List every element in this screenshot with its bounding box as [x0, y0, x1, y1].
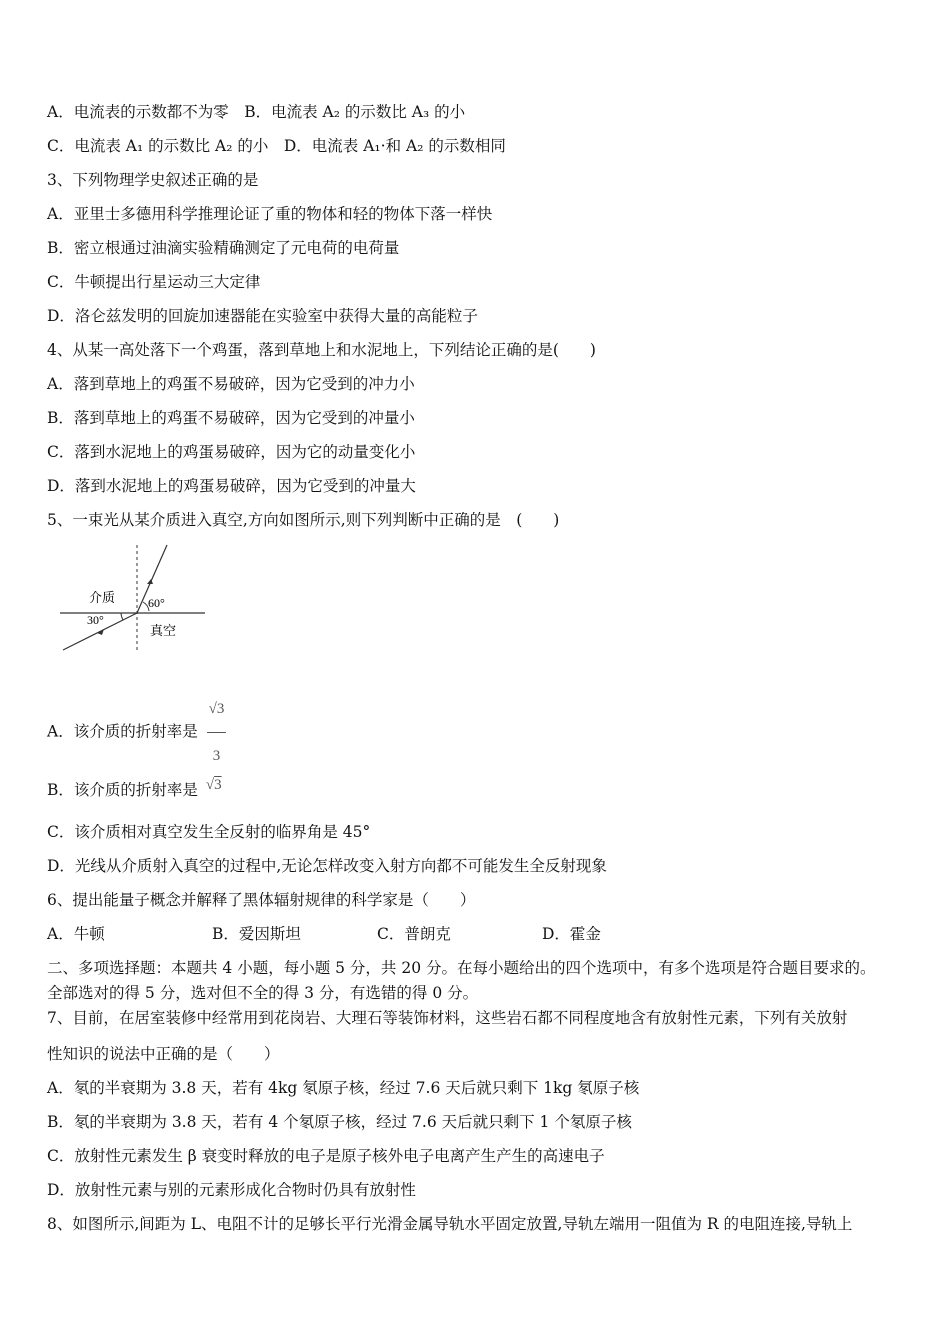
q5-option-d: D．光线从介质射入真空的过程中,无论怎样改变入射方向都不可能发生全反射现象	[47, 857, 607, 875]
q5-option-a-text: A．该介质的折射率是	[47, 722, 198, 741]
q7-stem-line1: 7、目前，在居室装修中经常用到花岗岩、大理石等装饰材料，这些岩石都不同程度地含有放射性元素，下列有关放射	[47, 1009, 848, 1027]
q7-option-a: A．氡的半衰期为 3.8 天，若有 4kg 氡原子核，经过 7.6 天后就只剩下 1kg 氡原子核	[47, 1079, 640, 1097]
q2-options-row-1: A．电流表的示数都不为零 B．电流表 A₂ 的示数比 A₃ 的小	[47, 103, 466, 121]
q7-option-c: C．放射性元素发生 β 衰变时释放的电子是原子核外电子电离产生产生的高速电子	[47, 1147, 605, 1165]
q6-options-row	[47, 924, 601, 944]
q4-stem: 4、从某一高处落下一个鸡蛋，落到草地上和水泥地上，下列结论正确的是( )	[47, 341, 596, 359]
q6-option-b: B．爱因斯坦	[212, 925, 301, 943]
q3-option-c: C．牛顿提出行星运动三大定律	[47, 273, 261, 291]
vacuum-label: 真空	[150, 624, 177, 639]
fraction-numerator: √3	[207, 686, 227, 733]
q8-stem: 8、如图所示,间距为 L、电阻不计的足够长平行光滑金属导轨水平固定放置,导轨左端用一阻值为 R 的电阻连接,导轨上	[47, 1215, 853, 1233]
q7-option-d: D．放射性元素与别的元素形成化合物时仍具有放射性	[47, 1181, 416, 1199]
medium-label: 介质	[89, 591, 116, 606]
section2-header-line1: 二、多项选择题：本题共 4 小题，每小题 5 分，共 20 分。在每小题给出的四个选项中，有多个选项是符合题目要求的。	[47, 959, 876, 977]
q6-option-a: A．牛顿	[47, 925, 105, 943]
q4-option-a: A．落到草地上的鸡蛋不易破碎，因为它受到的冲力小	[47, 375, 415, 393]
refraction-diagram	[55, 540, 215, 660]
q4-option-c: C．落到水泥地上的鸡蛋易破碎，因为它的动量变化小	[47, 443, 416, 461]
q3-option-a: A．亚里士多德用科学推理论证了重的物体和轻的物体下落一样快	[47, 205, 493, 223]
section2-header-line2: 全部选对的得 5 分，选对但不全的得 3 分，有选错的得 0 分。	[47, 984, 479, 1002]
q4-option-d: D．落到水泥地上的鸡蛋易破碎，因为它受到的冲量大	[47, 477, 416, 495]
angle-30-arc	[121, 613, 123, 620]
q6-option-d: D．霍金	[542, 925, 601, 943]
fraction-denominator: 3	[212, 748, 221, 764]
q6-option-c: C．普朗克	[377, 925, 451, 943]
sqrt-radicand: 3	[214, 777, 222, 793]
q4-option-b: B．落到草地上的鸡蛋不易破碎，因为它受到的冲量小	[47, 409, 415, 427]
q5-option-b	[47, 775, 222, 800]
fraction-sqrt3-over-3	[207, 686, 227, 779]
q5-stem: 5、一束光从某介质进入真空,方向如图所示,则下列判断中正确的是 ( )	[47, 511, 560, 529]
angle-30-label: 30°	[87, 613, 104, 627]
angle-60-label: 60°	[148, 596, 165, 610]
q6-stem: 6、提出能量子概念并解释了黑体辐射规律的科学家是（ ）	[47, 891, 476, 909]
q5-option-b-text: B．该介质的折射率是	[47, 781, 198, 799]
q2-options-row-2: C．电流表 A₁ 的示数比 A₂ 的小 D．电流表 A₁·和 A₂ 的示数相同	[47, 137, 506, 155]
q7-option-b: B．氡的半衰期为 3.8 天，若有 4 个氡原子核，经过 7.6 天后就只剩下 1 个氡原子核	[47, 1113, 632, 1131]
q5-option-a	[47, 686, 226, 779]
q3-stem: 3、下列物理学史叙述正确的是	[47, 171, 259, 189]
q3-option-b: B．密立根通过油滴实验精确测定了元电荷的电荷量	[47, 239, 400, 257]
q7-stem-line2: 性知识的说法中正确的是（ ）	[47, 1045, 280, 1063]
sqrt-3: √3	[205, 777, 222, 793]
q3-option-d: D．洛仑兹发明的回旋加速器能在实验室中获得大量的高能粒子	[47, 307, 478, 325]
q5-option-c: C．该介质相对真空发生全反射的临界角是 45°	[47, 823, 371, 841]
